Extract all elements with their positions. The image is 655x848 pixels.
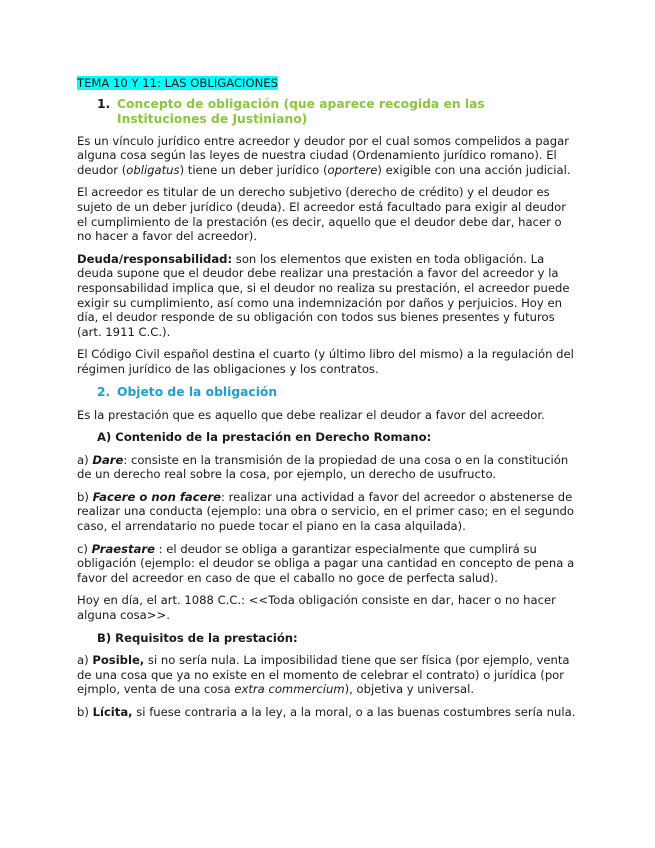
paragraph-deuda-responsabilidad (77, 252, 577, 340)
item-prefix: a) (77, 452, 93, 467)
subheading-contenido: A) Contenido de la prestación en Derecho Romano: (97, 430, 432, 445)
item-prefix: b) (77, 489, 93, 504)
item-facere (77, 490, 577, 534)
text-run: ) tiene un deber jurídico ( (179, 162, 328, 177)
text-run: si no sería nula. La imposibilidad tiene que ser física (por ejemplo, venta de una cosa que ya no existe en el momento de celebrar el contrato) o jurídica (por ejmplo, venta de una cosa (77, 653, 570, 697)
italic-term: extra commercium (234, 682, 345, 697)
italic-term: obligatus (126, 162, 180, 177)
item-prefix: c) (77, 541, 92, 556)
text-run: Es un vínculo jurídico entre acreedor y deudor por el cual somos compelidos a pagar alguna cosa según las leyes de nuestra ciudad (Ordenamiento jurídico romano). El deudor ( (77, 133, 569, 177)
italic-term: oportere (327, 162, 378, 177)
section-1-heading (97, 97, 577, 127)
subheading-requisitos: B) Requisitos de la prestación: (97, 630, 298, 645)
item-posible (77, 653, 577, 697)
bold-italic-term: Praestare (91, 541, 155, 556)
document-title: TEMA 10 Y 11: LAS OBLIGACIONES (77, 76, 278, 90)
paragraph-prestacion: Es la prestación que es aquello que debe realizar el deudor a favor del acreedor. (77, 407, 545, 422)
paragraph-acreedor: El acreedor es titular de un derecho subjetivo (derecho de crédito) y el deudor es sujeto de un deber jurídico (deuda). El acreedor está facultado para exigir al deudor el cumplimiento de la prestación (es decir, aquello que el deudor debe dar, hacer o no hacer a favor del acreedor). (77, 185, 567, 244)
bold-term: Posible, (92, 653, 145, 668)
text-run: si fuese contraria a la ley, a la moral, o a las buenas costumbres sería nula. (132, 705, 576, 719)
section-1-heading-text: Concepto de obligación (que aparece recogida en las Instituciones de Justiniano) (117, 96, 485, 126)
text-run: : consiste en la transmisión de la propiedad de una cosa o en la constitución de un derecho real sobre la cosa, por ejemplo, un derecho de usufructo. (77, 452, 569, 482)
text-run: : realizar una actividad a favor del acreedor o abstenerse de realizar una conducta (ejemplo: una obra o servicio, en el primer caso; en el segundo caso, el arrendatario no puede tocar el piano en la casa alquilada). (77, 489, 574, 534)
document-title-line (77, 76, 577, 91)
paragraph-art-1088: Hoy en día, el art. 1088 C.C.: <<Toda obligación consiste en dar, hacer o no hacer alguna cosa>>. (77, 593, 556, 623)
section-2-heading-text: Objeto de la obligación (117, 384, 278, 399)
document-body (77, 76, 577, 728)
bold-italic-term: Dare (92, 452, 124, 467)
item-dare (77, 453, 577, 482)
bold-term: Deuda/responsabilidad: (77, 251, 233, 266)
paragraph-codigo-civil: El Código Civil español destina el cuarto (y último libro del mismo) a la regulación del régimen jurídico de las obligaciones y los contratos. (77, 347, 574, 376)
text-run: ) exigible con una acción judicial. (377, 162, 571, 177)
bold-italic-term: Facere o non facere (92, 489, 222, 504)
item-licita (77, 705, 577, 720)
section-2-heading (97, 385, 577, 400)
section-1-number: 1. (97, 96, 111, 111)
paragraph-definition (77, 134, 577, 178)
text-run: : el deudor se obliga a garantizar especialmente que cumplirá su obligación (ejemplo: el deudor se obliga a pagar una cantidad en concepto de pena a favor del acreedor en caso de que el caballo no goce de perfecta salud). (77, 541, 575, 585)
bold-term: Lícita, (92, 705, 133, 719)
item-praestare (77, 542, 577, 586)
text-run: ), objetiva y universal. (344, 682, 475, 697)
section-2-number: 2. (97, 384, 111, 399)
text-run: son los elementos que existen en toda obligación. La deuda supone que el deudor debe realizar una prestación a favor del acreedor y la responsabilidad implica que, si el deudor no realiza su prestación, el acreedor puede exigir su cumplimiento, así como una indemnización por daños y perjuicios. Hoy en día, el deudor responde de su obligación con todos sus bienes presentes y futuros (art. 1911 C.C.). (77, 251, 570, 339)
item-prefix: a) (77, 653, 93, 668)
item-prefix: b) (77, 705, 93, 719)
